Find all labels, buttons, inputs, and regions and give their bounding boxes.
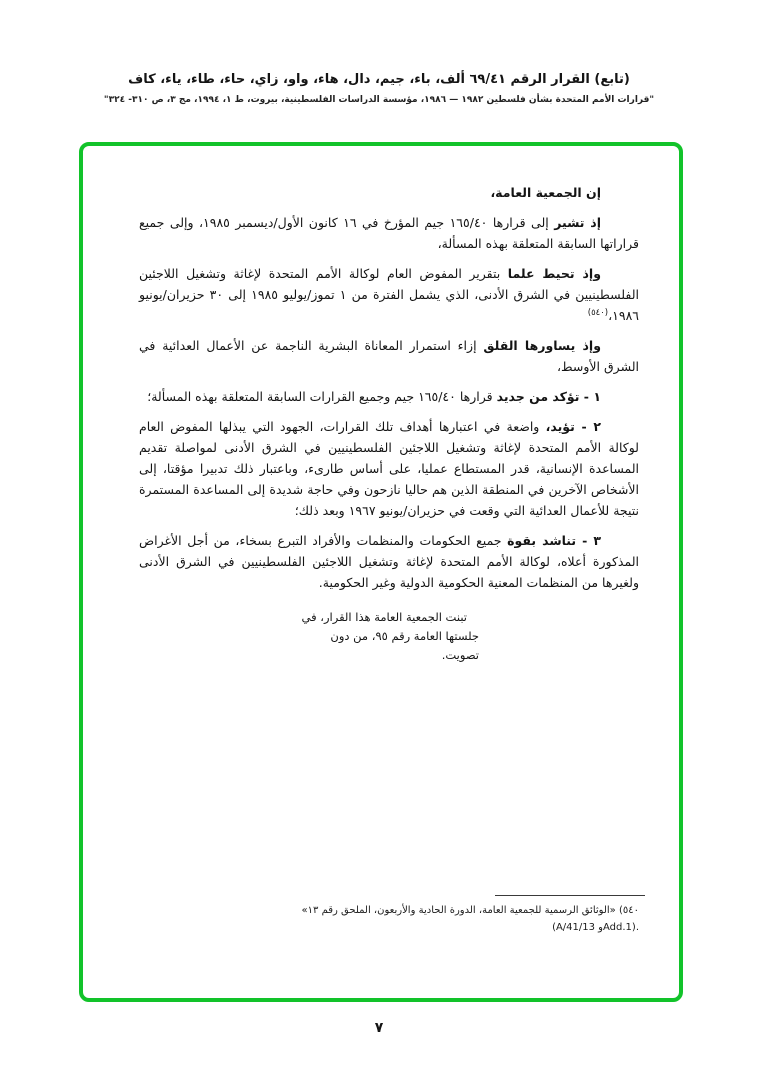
paragraph-lead: تؤكد من جديد: [496, 389, 580, 404]
paragraph-lead: تؤيد،: [545, 419, 575, 434]
paragraph-text: جميع الحكومات والمنظمات والأفراد التبرع بسخاء، من أجل الأغراض المذكورة أعلاه، لوكالة الأمم المتحدة لإغاثة وتشغيل اللاجئين الفلسطينيين في الشرق الأدنى ولغيرها من المنظمات المعنية الحكومية الدولية وغير الحكومية.: [139, 533, 639, 590]
paragraph-lead: وإذ تحيط علما: [507, 266, 601, 281]
paragraph-lead: إذ تشير: [554, 215, 601, 230]
page-number: ٧: [374, 1020, 384, 1036]
footnote-marker: ٥٤٠): [615, 905, 639, 916]
document-header: [30, 72, 728, 105]
footnote: [257, 903, 639, 936]
footnote-area: [139, 895, 639, 936]
operative-paragraph: [139, 416, 639, 521]
paragraph-text: واضعة في اعتبارها أهداف تلك القرارات، الجهود التي يبذلها المفوض العام لوكالة الأمم المتحدة لإغاثة وتشغيل اللاجئين الفلسطينيين في الشرق الأدنى لمواصلة تقديم المساعدة الإنسانية، قدر المستطاع عمليا، على أساس طارىء، وباعتبار ذلك تدبيرا مؤقتا، إلى الأشخاص الآخرين في المنطقة الذين هم حاليا نازحون وفي حاجة شديدة إلى المساعدة المستمرة نتيجة للأعمال العدائية التي وقعت في حزيران/يونيو ١٩٦٧ وبعد ذلك؛: [139, 419, 639, 518]
preamble-paragraph: [139, 263, 639, 326]
paragraph-number: ٣ -: [576, 533, 601, 548]
preamble-paragraph: [139, 335, 639, 377]
paragraph-number: ٢ -: [574, 419, 601, 434]
preamble-paragraph: [139, 212, 639, 254]
opening-line: إن الجمعية العامة،: [490, 185, 601, 200]
green-frame: [79, 142, 683, 1002]
resolution-body: [83, 146, 679, 998]
footnote-text: «الوثائق الرسمية للجمعية العامة، الدورة الحادية والأربعون، الملحق رقم ١٣»: [301, 905, 616, 916]
paragraph-text: قرارها ١٦٥/٤٠ جيم وجميع القرارات السابقة المتعلقة بهذه المسألة؛: [147, 389, 497, 404]
paragraph-text: إلى قرارها ١٦٥/٤٠ جيم المؤرخ في ١٦ كانون الأول/ديسمبر ١٩٨٥، وإلى جميع قراراتها السابقة المتعلقة بهذه المسألة،: [139, 215, 639, 251]
adoption-note: تبنت الجمعية العامة هذا القرار، في جلستها العامة رقم ٩٥، من دون تصويت.: [301, 610, 479, 662]
paragraph-number: ١ -: [579, 389, 601, 404]
source-citation: "قرارات الأمم المتحدة بشأن فلسطين ١٩٨٢ — ١٩٨٦، مؤسسة الدراسات الفلسطينية، بيروت، ط ١، ١٩٩٤، مج ٣، ص ٣١٠- ٣٢٤": [103, 95, 655, 105]
paragraph-text: بتقرير المفوض العام لوكالة الأمم المتحدة لإغاثة وتشغيل اللاجئين الفلسطينيين في الشرق الأدنى، الذي يشمل الفترة من ١ تموز/يوليو ١٩٨٥ إلى ٣٠ حزيران/يونيو ١٩٨٦،: [139, 266, 639, 323]
resolution-title: (تابع) القرار الرقم ٦٩/٤١ ألف، باء، جيم، دال، هاء، واو، زاي، حاء، طاء، ياء، كاف: [128, 72, 630, 87]
paragraph-lead: وإذ يساورها القلق: [483, 338, 601, 353]
operative-paragraph: [139, 530, 639, 593]
paragraph-text: إزاء استمرار المعاناة البشرية الناجمة عن الأعمال العدائية في الشرق الأوسط،: [139, 338, 639, 374]
paragraph-lead: تناشد بقوة: [507, 533, 577, 548]
operative-paragraph: [139, 386, 639, 407]
footnote-ref: (٥٤٠): [587, 307, 609, 318]
footnote-reference: (A/41/13 وAdd.1).: [552, 921, 639, 933]
footnote-separator: [495, 895, 645, 896]
